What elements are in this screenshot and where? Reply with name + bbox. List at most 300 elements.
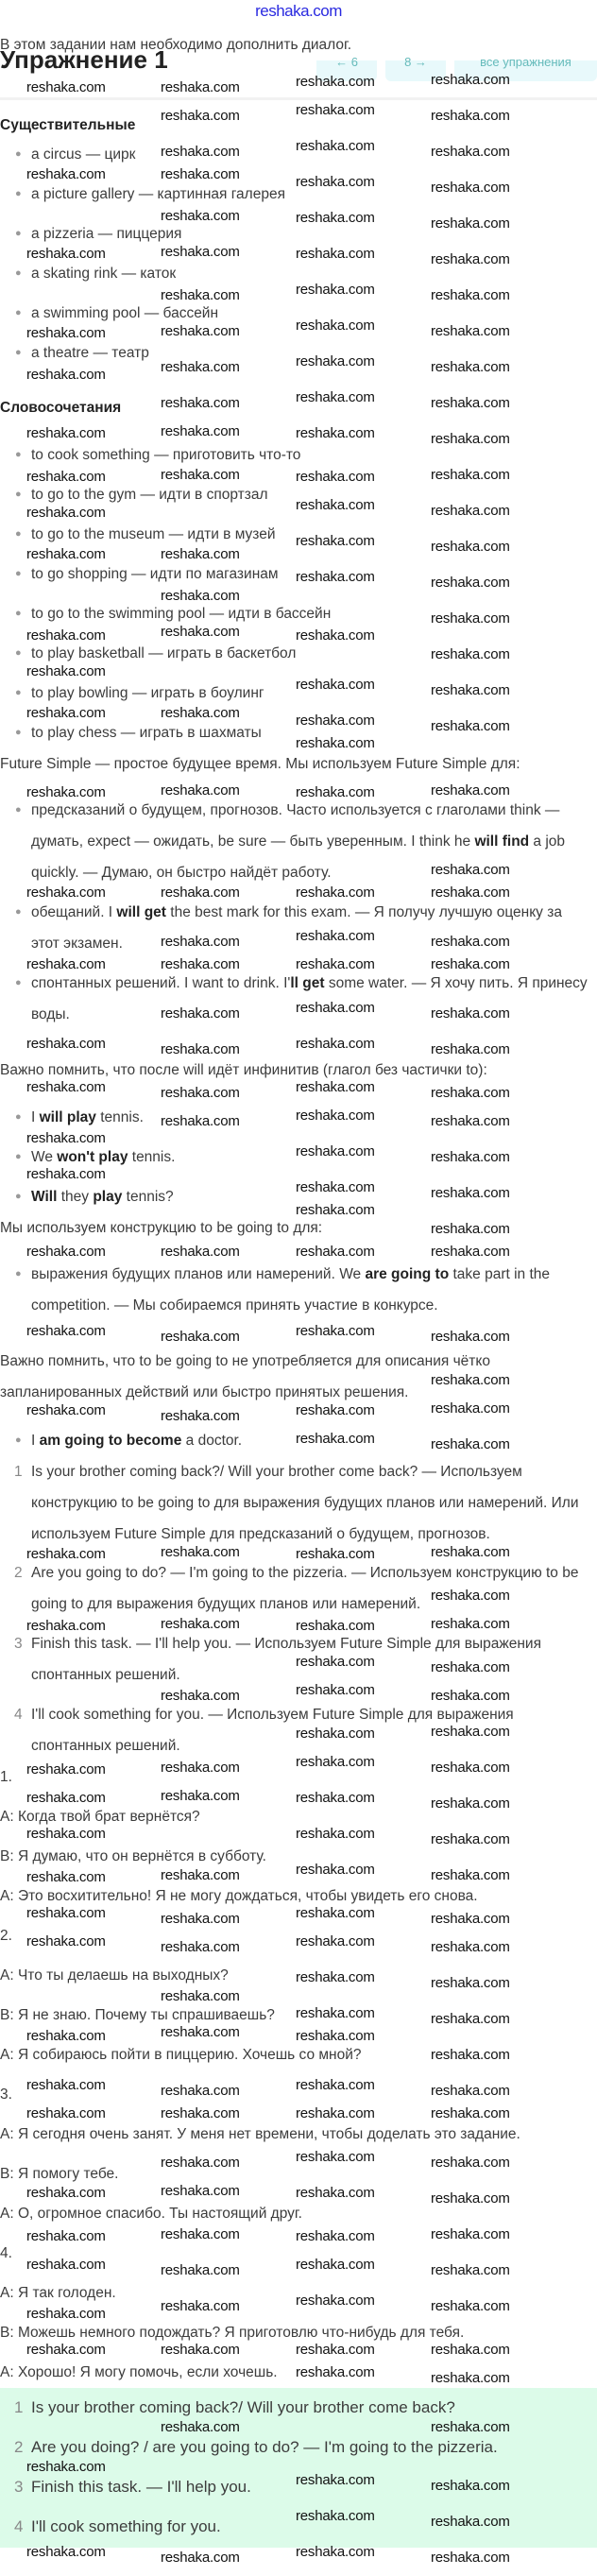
dialog-line: B: Можешь немного подождать? Я приготовлю что-нибудь для тебя. bbox=[0, 2325, 465, 2341]
watermark: reshaka.com bbox=[26, 367, 106, 383]
watermark: reshaka.com bbox=[161, 546, 240, 562]
watermark: reshaka.com bbox=[296, 497, 375, 513]
answer-text: I'll cook something for you. bbox=[31, 2517, 221, 2535]
watermark: reshaka.com bbox=[431, 1113, 510, 1129]
watermark: reshaka.com bbox=[431, 1867, 510, 1883]
item-number: 2 bbox=[14, 2438, 24, 2456]
item-number: 4 bbox=[14, 2517, 24, 2535]
watermark: reshaka.com bbox=[296, 1726, 375, 1742]
item-number: 3 bbox=[14, 2478, 24, 2496]
watermark: reshaka.com bbox=[431, 1005, 510, 1022]
watermark: reshaka.com bbox=[296, 1108, 375, 1124]
bullet-icon: ● bbox=[15, 528, 22, 540]
answer-text: Are you doing? / are you going to do? — I'm going to the pizzeria. bbox=[31, 2438, 498, 2456]
watermark: reshaka.com bbox=[296, 627, 375, 644]
watermark: reshaka.com bbox=[161, 1688, 240, 1704]
answer-text: Finish this task. — I'll help you. bbox=[31, 2478, 251, 2496]
dialog-line: A: О, огромное спасибо. Ты настоящий друг. bbox=[0, 2206, 302, 2222]
watermark: reshaka.com bbox=[431, 108, 510, 124]
list-item: ● to play bowling — играть в боулинг bbox=[0, 678, 590, 709]
bullet-icon: ● bbox=[15, 228, 22, 239]
answers-box bbox=[0, 2388, 597, 2548]
watermark: reshaka.com bbox=[431, 215, 510, 232]
watermark: reshaka.com bbox=[161, 2155, 240, 2171]
dialogs bbox=[0, 1761, 597, 2388]
watermark: reshaka.com bbox=[26, 627, 106, 644]
watermark: reshaka.com bbox=[296, 1202, 375, 1218]
watermark: reshaka.com bbox=[161, 934, 240, 950]
will-note: Важно помнить, что после will идёт инфинитив (глагол без частички to): bbox=[0, 1062, 487, 1078]
watermark: reshaka.com bbox=[431, 884, 510, 901]
list-item: ● to cook something — приготовить что-то bbox=[0, 439, 590, 471]
watermark: reshaka.com bbox=[26, 1933, 106, 1949]
explanations-list bbox=[0, 1456, 597, 1761]
watermark: reshaka.com bbox=[161, 208, 240, 224]
item-number: 2 bbox=[14, 1565, 23, 1581]
list-item: ● to go shopping — идти по магазинам bbox=[0, 558, 590, 590]
watermark: reshaka.com bbox=[26, 2544, 106, 2560]
watermark: reshaka.com bbox=[161, 1988, 240, 2004]
watermark: reshaka.com bbox=[431, 2047, 510, 2063]
watermark: reshaka.com bbox=[296, 1431, 375, 1447]
watermark: reshaka.com bbox=[296, 1079, 375, 1095]
watermark: reshaka.com bbox=[26, 1036, 106, 1052]
dialog-line: A: Когда твой брат вернётся? bbox=[0, 1809, 200, 1825]
watermark: reshaka.com bbox=[431, 1185, 510, 1201]
watermark: reshaka.com bbox=[431, 1436, 510, 1452]
watermark: reshaka.com bbox=[296, 1323, 375, 1339]
watermark: reshaka.com bbox=[296, 469, 375, 485]
watermark: reshaka.com bbox=[296, 102, 375, 118]
watermark: reshaka.com bbox=[431, 2226, 510, 2242]
watermark: reshaka.com bbox=[431, 1400, 510, 1417]
bullet-icon: ● bbox=[15, 804, 22, 816]
list-item: ● I am going to become a doctor. bbox=[0, 1425, 590, 1456]
watermark: reshaka.com bbox=[296, 2185, 375, 2201]
watermark: reshaka.com bbox=[26, 2105, 106, 2121]
item-number: 1 bbox=[14, 2398, 24, 2416]
watermark: reshaka.com bbox=[161, 1544, 240, 1560]
dialog-line: A: Я так голоден. bbox=[0, 2285, 116, 2301]
watermark: reshaka.com bbox=[26, 166, 106, 182]
watermark: reshaka.com bbox=[296, 246, 375, 262]
dialog-number: 1. bbox=[0, 1769, 12, 1785]
watermark: reshaka.com bbox=[431, 682, 510, 698]
watermark: reshaka.com bbox=[296, 784, 375, 800]
dialog-line: A: Это восхитительно! Я не могу дождаться, чтобы увидеть его снова. bbox=[0, 1888, 478, 1904]
watermark: reshaka.com bbox=[431, 359, 510, 375]
watermark: reshaka.com bbox=[296, 1933, 375, 1949]
watermark: reshaka.com bbox=[431, 610, 510, 627]
item-number: 1 bbox=[14, 1464, 23, 1480]
list-item: ● to play basketball — играть в баскетбол bbox=[0, 638, 590, 669]
dialog-number: 2. bbox=[0, 1928, 12, 1944]
watermark: reshaka.com bbox=[296, 2342, 375, 2358]
exercise-title: Упражнение 1 bbox=[0, 45, 168, 74]
watermark: reshaka.com bbox=[296, 210, 375, 226]
watermark: reshaka.com bbox=[26, 2077, 106, 2093]
explanation-text: I'll cook something for you. — Используем Future Simple для выражения спонтанных решений. bbox=[31, 1707, 514, 1754]
bullet-icon: ● bbox=[15, 1111, 22, 1123]
watermark: reshaka.com bbox=[26, 469, 106, 485]
watermark: reshaka.com bbox=[26, 1790, 106, 1806]
watermark: reshaka.com bbox=[431, 646, 510, 662]
watermark: reshaka.com bbox=[296, 1036, 375, 1052]
watermark: reshaka.com bbox=[296, 2149, 375, 2165]
watermark: reshaka.com bbox=[296, 1790, 375, 1806]
watermark: reshaka.com bbox=[161, 244, 240, 260]
watermark: reshaka.com bbox=[431, 2298, 510, 2314]
watermark: reshaka.com bbox=[26, 1869, 106, 1885]
watermark: reshaka.com bbox=[431, 2105, 510, 2121]
watermark: reshaka.com bbox=[296, 2005, 375, 2021]
watermark: reshaka.com bbox=[296, 389, 375, 405]
watermark: reshaka.com bbox=[26, 325, 106, 341]
divider bbox=[0, 97, 597, 100]
watermark: reshaka.com bbox=[431, 1544, 510, 1560]
watermark: reshaka.com bbox=[161, 395, 240, 411]
watermark: reshaka.com bbox=[161, 705, 240, 721]
bullet-icon: ● bbox=[15, 1191, 22, 1202]
bullet-icon: ● bbox=[15, 307, 22, 318]
bullet-icon: ● bbox=[15, 687, 22, 698]
watermark: reshaka.com bbox=[161, 1760, 240, 1776]
explanation-item bbox=[0, 1557, 590, 1620]
bullet-icon: ● bbox=[15, 347, 22, 358]
watermark: reshaka.com bbox=[431, 72, 510, 88]
watermark: reshaka.com bbox=[161, 287, 240, 303]
watermark: reshaka.com bbox=[161, 624, 240, 640]
watermark: reshaka.com bbox=[431, 2083, 510, 2099]
watermark: reshaka.com bbox=[431, 1760, 510, 1776]
list-item: ● to go to the swimming pool — идти в бассейн bbox=[0, 598, 590, 629]
watermark: reshaka.com bbox=[161, 2419, 240, 2435]
watermark: reshaka.com bbox=[431, 2011, 510, 2027]
watermark: reshaka.com bbox=[26, 1244, 106, 1260]
watermark: reshaka.com bbox=[161, 1911, 240, 1927]
watermark: reshaka.com bbox=[161, 1085, 240, 1101]
bullet-icon: ● bbox=[15, 188, 22, 199]
watermark: reshaka.com bbox=[431, 144, 510, 160]
list-item: ● to go to the museum — идти в музей bbox=[0, 519, 590, 550]
watermark: reshaka.com bbox=[431, 934, 510, 950]
watermark: reshaka.com bbox=[296, 1682, 375, 1698]
bullet-icon: ● bbox=[15, 267, 22, 279]
watermark: reshaka.com bbox=[161, 2105, 240, 2121]
watermark: reshaka.com bbox=[161, 956, 240, 972]
watermark: reshaka.com bbox=[431, 1041, 510, 1057]
watermark: reshaka.com bbox=[296, 282, 375, 298]
watermark: reshaka.com bbox=[26, 956, 106, 972]
dialog-number: 4. bbox=[0, 2245, 12, 2261]
dialog-line: B: Я думаю, что он вернётся в субботу. bbox=[0, 1848, 266, 1864]
watermark: reshaka.com bbox=[26, 1826, 106, 1842]
watermark: reshaka.com bbox=[431, 2262, 510, 2278]
watermark: reshaka.com bbox=[296, 677, 375, 693]
watermark: reshaka.com bbox=[161, 144, 240, 160]
watermark: reshaka.com bbox=[296, 1402, 375, 1418]
future-simple-intro: Future Simple — простое будущее время. Мы используем Future Simple для: bbox=[0, 756, 520, 772]
watermark: reshaka.com bbox=[431, 287, 510, 303]
watermark: reshaka.com bbox=[26, 1402, 106, 1418]
watermark: reshaka.com bbox=[431, 1329, 510, 1345]
watermark: reshaka.com bbox=[26, 663, 106, 679]
watermark: reshaka.com bbox=[431, 1975, 510, 1991]
watermark: reshaka.com bbox=[296, 318, 375, 334]
watermark: reshaka.com bbox=[26, 2306, 106, 2322]
watermark: reshaka.com bbox=[161, 1867, 240, 1883]
dialog-line: A: Я собираюсь пойти в пиццерию. Хочешь со мной? bbox=[0, 2047, 362, 2063]
answer-item bbox=[0, 2392, 590, 2423]
list-item: ● a theatre — театр bbox=[0, 337, 590, 369]
watermark: reshaka.com bbox=[296, 1179, 375, 1195]
explanation-item bbox=[0, 1699, 590, 1761]
watermark: reshaka.com bbox=[161, 166, 240, 182]
watermark: reshaka.com bbox=[161, 1408, 240, 1424]
watermark: reshaka.com bbox=[431, 2478, 510, 2494]
watermark: reshaka.com bbox=[431, 2370, 510, 2386]
watermark: reshaka.com bbox=[161, 108, 240, 124]
watermark: reshaka.com bbox=[296, 1754, 375, 1770]
watermark: reshaka.com bbox=[296, 1969, 375, 1985]
bullet-icon: ● bbox=[15, 568, 22, 579]
watermark: reshaka.com bbox=[26, 1079, 106, 1095]
watermark: reshaka.com bbox=[431, 1085, 510, 1101]
watermark: reshaka.com bbox=[161, 323, 240, 339]
dialog-line: A: Хорошо! Я могу помочь, если хочешь. bbox=[0, 2364, 278, 2380]
watermark: reshaka.com bbox=[431, 323, 510, 339]
bullet-icon: ● bbox=[15, 1434, 22, 1446]
watermark: reshaka.com bbox=[296, 1905, 375, 1921]
watermark: reshaka.com bbox=[431, 718, 510, 734]
bullet-icon: ● bbox=[15, 449, 22, 460]
watermark: reshaka.com bbox=[161, 423, 240, 439]
bullet-icon: ● bbox=[15, 906, 22, 918]
watermark: reshaka.com bbox=[161, 2262, 240, 2278]
answer-item bbox=[0, 2511, 590, 2542]
watermark: reshaka.com bbox=[296, 1244, 375, 1260]
list-item: ● Will they play tennis? bbox=[0, 1181, 590, 1212]
watermark: reshaka.com bbox=[161, 2550, 240, 2566]
watermark: reshaka.com bbox=[431, 1372, 510, 1388]
watermark: reshaka.com bbox=[296, 2228, 375, 2244]
bullet-icon: ● bbox=[15, 1268, 22, 1279]
bullet-icon: ● bbox=[15, 977, 22, 988]
dialog-line: B: Я не знаю. Почему ты спрашиваешь? bbox=[0, 2007, 275, 2023]
task-intro: В этом задании нам необходимо дополнить диалог. bbox=[0, 37, 352, 53]
answer-item bbox=[0, 2431, 590, 2463]
watermark: reshaka.com bbox=[26, 1323, 106, 1339]
watermark: reshaka.com bbox=[161, 2226, 240, 2242]
watermark: reshaka.com bbox=[26, 1761, 106, 1777]
watermark: reshaka.com bbox=[431, 1795, 510, 1812]
watermark: reshaka.com bbox=[161, 79, 240, 95]
list-item: ● a circus — цирк bbox=[0, 139, 590, 170]
watermark: reshaka.com bbox=[161, 1244, 240, 1260]
list-item: ● a skating rink — каток bbox=[0, 258, 590, 289]
watermark: reshaka.com bbox=[296, 2077, 375, 2093]
watermark: reshaka.com bbox=[26, 2257, 106, 2273]
watermark: reshaka.com bbox=[431, 467, 510, 483]
watermark: reshaka.com bbox=[161, 2298, 240, 2314]
explanation-item bbox=[0, 1628, 590, 1691]
answer-item bbox=[0, 2471, 590, 2502]
watermark: reshaka.com bbox=[161, 359, 240, 375]
watermark: reshaka.com bbox=[296, 735, 375, 751]
watermark: reshaka.com bbox=[431, 1221, 510, 1237]
watermark: reshaka.com bbox=[296, 1862, 375, 1878]
item-number: 4 bbox=[14, 1707, 23, 1723]
watermark: reshaka.com bbox=[161, 884, 240, 901]
explanation-item bbox=[0, 1456, 590, 1550]
watermark: reshaka.com bbox=[26, 2342, 106, 2358]
watermark: reshaka.com bbox=[26, 705, 106, 721]
watermark: reshaka.com bbox=[26, 2228, 106, 2244]
watermark: reshaka.com bbox=[296, 2508, 375, 2524]
next-exercise-button[interactable]: 8 → bbox=[385, 60, 446, 81]
nouns-heading: Существительные bbox=[0, 117, 136, 133]
nouns-list bbox=[0, 139, 597, 369]
watermark: reshaka.com bbox=[26, 505, 106, 521]
watermark: reshaka.com bbox=[431, 1149, 510, 1165]
all-exercises-button[interactable]: все упражнения bbox=[454, 60, 597, 81]
watermark: reshaka.com bbox=[26, 2028, 106, 2044]
watermark: reshaka.com bbox=[296, 174, 375, 190]
watermark: reshaka.com bbox=[431, 575, 510, 591]
will-examples bbox=[0, 1102, 597, 1212]
watermark: reshaka.com bbox=[431, 1831, 510, 1847]
list-item: ● предсказаний о будущем, прогнозов. Часто используется с глаголами think — думать, expect — ожидать, be sure — быть уверенным. I think he will find a job quickly. — Думаю, он быстро найдёт работу. bbox=[0, 795, 590, 888]
watermark: reshaka.com bbox=[296, 2028, 375, 2044]
watermark: reshaka.com bbox=[296, 2472, 375, 2488]
item-number: 3 bbox=[14, 1636, 23, 1652]
watermark: reshaka.com bbox=[26, 1130, 106, 1146]
watermark: reshaka.com bbox=[296, 74, 375, 90]
watermark: reshaka.com bbox=[161, 1788, 240, 1804]
watermark: reshaka.com bbox=[161, 2183, 240, 2199]
list-item: ● a swimming pool — бассейн bbox=[0, 298, 590, 329]
bullet-icon: ● bbox=[15, 727, 22, 738]
watermark: reshaka.com bbox=[26, 1905, 106, 1921]
watermark: reshaka.com bbox=[296, 353, 375, 369]
watermark: reshaka.com bbox=[26, 2185, 106, 2201]
watermark: reshaka.com bbox=[431, 2155, 510, 2171]
list-item: ● обещаний. I will get the best mark for this exam. — Я получу лучшую оценку за этот экзамен. bbox=[0, 897, 590, 959]
watermark: reshaka.com bbox=[26, 1166, 106, 1182]
watermark: reshaka.com bbox=[161, 2083, 240, 2099]
watermark: reshaka.com bbox=[296, 956, 375, 972]
bullet-icon: ● bbox=[15, 148, 22, 160]
watermark: reshaka.com bbox=[296, 1618, 375, 1634]
watermark: reshaka.com bbox=[431, 862, 510, 878]
watermark: reshaka.com bbox=[431, 503, 510, 519]
going-to-intro: Мы используем конструкцию to be going to для: bbox=[0, 1220, 323, 1236]
watermark: reshaka.com bbox=[296, 713, 375, 729]
list-item: ● выражения будущих планов или намерений. We are going to take part in the competition. — Мы собираемся принять участие в конкурсе. bbox=[0, 1259, 590, 1321]
watermark: reshaka.com bbox=[296, 1826, 375, 1842]
watermark: reshaka.com bbox=[431, 1724, 510, 1740]
bullet-icon: ● bbox=[15, 608, 22, 619]
dialog-line: A: Что ты делаешь на выходных? bbox=[0, 1967, 229, 1984]
bullet-icon: ● bbox=[15, 1151, 22, 1162]
watermark: reshaka.com bbox=[431, 180, 510, 196]
watermark: reshaka.com bbox=[431, 782, 510, 799]
watermark: reshaka.com bbox=[296, 1143, 375, 1159]
watermark: reshaka.com bbox=[161, 2342, 240, 2358]
list-item: ● спонтанных решений. I want to drink. I'll get some water. — Я хочу пить. Я принесу воды. bbox=[0, 968, 590, 1030]
watermark: reshaka.com bbox=[431, 1688, 510, 1704]
list-item: ● I will play tennis. bbox=[0, 1102, 590, 1133]
watermark: reshaka.com bbox=[431, 1939, 510, 1955]
watermark: reshaka.com bbox=[161, 1329, 240, 1345]
dialog-line: A: Я сегодня очень занят. У меня нет времени, чтобы доделать это задание. bbox=[0, 2126, 520, 2142]
watermark: reshaka.com bbox=[26, 884, 106, 901]
prev-exercise-button[interactable]: ← 6 bbox=[316, 60, 377, 81]
bullet-icon: ● bbox=[15, 647, 22, 659]
list-item: ● a pizzeria — пиццерия bbox=[0, 218, 590, 249]
phrases-list bbox=[0, 439, 597, 748]
watermark: reshaka.com bbox=[296, 2293, 375, 2309]
watermark: reshaka.com bbox=[296, 533, 375, 549]
watermark: reshaka.com bbox=[296, 1654, 375, 1670]
watermark: reshaka.com bbox=[431, 1616, 510, 1632]
watermark: reshaka.com bbox=[431, 2419, 510, 2435]
dialog-line: B: Я помогу тебе. bbox=[0, 2166, 119, 2182]
dialog-number: 3. bbox=[0, 2087, 12, 2103]
watermark: reshaka.com bbox=[161, 588, 240, 604]
watermark: reshaka.com bbox=[161, 1041, 240, 1057]
list-item: ● to play chess — играть в шахматы bbox=[0, 717, 590, 748]
bullet-icon: ● bbox=[15, 489, 22, 500]
site-logo[interactable]: reshaka.com bbox=[255, 2, 342, 20]
watermark: reshaka.com bbox=[431, 2514, 510, 2530]
watermark: reshaka.com bbox=[296, 928, 375, 944]
watermark: reshaka.com bbox=[431, 251, 510, 267]
watermark: reshaka.com bbox=[296, 2257, 375, 2273]
explanation-text: Is your brother coming back?/ Will your brother come back? — Используем конструкцию to be going to для выражения будущих планов или намерений. Или используем Future Simple для предсказаний о будущем, прогнозов. bbox=[31, 1464, 579, 1542]
watermark: reshaka.com bbox=[161, 1005, 240, 1022]
list-item: ● We won't play tennis. bbox=[0, 1142, 590, 1173]
watermark: reshaka.com bbox=[26, 246, 106, 262]
watermark: reshaka.com bbox=[431, 539, 510, 555]
watermark: reshaka.com bbox=[296, 2364, 375, 2380]
watermark: reshaka.com bbox=[161, 1616, 240, 1632]
watermark: reshaka.com bbox=[161, 467, 240, 483]
watermark: reshaka.com bbox=[26, 79, 106, 95]
list-item: ● a picture gallery — картинная галерея bbox=[0, 179, 590, 210]
future-simple-uses bbox=[0, 795, 597, 1030]
watermark: reshaka.com bbox=[26, 1618, 106, 1634]
watermark: reshaka.com bbox=[431, 1588, 510, 1604]
watermark: reshaka.com bbox=[431, 956, 510, 972]
watermark: reshaka.com bbox=[431, 1244, 510, 1260]
watermark: reshaka.com bbox=[161, 1113, 240, 1129]
watermark: reshaka.com bbox=[26, 546, 106, 562]
watermark: reshaka.com bbox=[161, 782, 240, 799]
going-to-note: Важно помнить, что to be going to не употребляется для описания чётко запланированных действий или быстро принятых решения. bbox=[0, 1353, 490, 1400]
watermark: reshaka.com bbox=[431, 1659, 510, 1675]
watermark: reshaka.com bbox=[296, 884, 375, 901]
explanation-text: Are you going to do? — I'm going to the pizzeria. — Используем конструкцию to be going to для выражения будущих планов или намерений. bbox=[31, 1565, 579, 1612]
watermark: reshaka.com bbox=[296, 2544, 375, 2560]
watermark: reshaka.com bbox=[296, 1546, 375, 1562]
watermark: reshaka.com bbox=[431, 1911, 510, 1927]
watermark: reshaka.com bbox=[26, 2459, 106, 2475]
watermark: reshaka.com bbox=[296, 569, 375, 585]
explanation-text: Finish this task. — I'll help you. — Используем Future Simple для выражения спонтанных решений. bbox=[31, 1636, 541, 1683]
watermark: reshaka.com bbox=[161, 1939, 240, 1955]
watermark: reshaka.com bbox=[431, 2190, 510, 2207]
